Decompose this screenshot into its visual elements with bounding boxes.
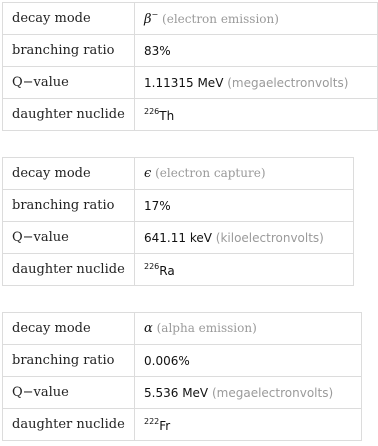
q-value-unit-description: (kiloelectronvolts) xyxy=(215,230,324,245)
table-row xyxy=(3,99,378,131)
daughter-nuclide-value xyxy=(135,409,362,441)
q-value-number: 1.11315 xyxy=(144,75,194,90)
branching-ratio-value: 17% xyxy=(135,190,354,222)
decay-table-alpha xyxy=(2,312,362,441)
decay-mode-label: decay mode xyxy=(3,313,135,345)
q-value-unit: MeV xyxy=(197,75,224,90)
daughter-mass-number: 226 xyxy=(144,106,160,116)
daughter-mass-number: 222 xyxy=(144,416,160,426)
q-value-label: Q−value xyxy=(3,67,135,99)
q-value-number: 641.11 xyxy=(144,230,186,245)
decay-mode-value xyxy=(135,3,378,35)
q-value-number: 5.536 xyxy=(144,385,179,400)
decay-mode-label: decay mode xyxy=(3,158,135,190)
q-value-unit: keV xyxy=(189,230,212,245)
decay-mode-symbol-sup: − xyxy=(151,10,159,19)
decay-mode-symbol: ϵ xyxy=(144,166,152,181)
q-value-unit-description: (megaelectronvolts) xyxy=(227,75,349,90)
decay-table-beta-minus xyxy=(2,2,378,131)
table-row xyxy=(3,377,362,409)
daughter-element-symbol: Th xyxy=(159,108,175,123)
q-value-cell xyxy=(135,377,362,409)
q-value-cell xyxy=(135,222,354,254)
daughter-nuclide-value xyxy=(135,99,378,131)
table-row xyxy=(3,345,362,377)
q-value-label: Q−value xyxy=(3,222,135,254)
table-row xyxy=(3,313,362,345)
daughter-nuclide-label: daughter nuclide xyxy=(3,99,135,131)
daughter-element-symbol: Fr xyxy=(159,418,171,433)
daughter-mass-number: 226 xyxy=(144,261,160,271)
decay-mode-label: decay mode xyxy=(3,3,135,35)
decay-table-electron-capture xyxy=(2,157,354,286)
decay-mode-description: (electron capture) xyxy=(155,166,266,180)
branching-ratio-label: branching ratio xyxy=(3,35,135,67)
branching-ratio-value: 0.006% xyxy=(135,345,362,377)
q-value-unit-description: (megaelectronvolts) xyxy=(211,385,334,400)
daughter-element-symbol: Ra xyxy=(159,263,175,278)
branching-ratio-label: branching ratio xyxy=(3,190,135,222)
q-value-cell xyxy=(135,67,378,99)
decay-mode-value xyxy=(135,313,362,345)
q-value-label: Q−value xyxy=(3,377,135,409)
table-row xyxy=(3,67,378,99)
decay-mode-description: (electron emission) xyxy=(162,12,279,26)
table-row xyxy=(3,35,378,67)
table-row xyxy=(3,190,354,222)
decay-mode-symbol: α xyxy=(144,321,153,336)
branching-ratio-value: 83% xyxy=(135,35,378,67)
daughter-nuclide-label: daughter nuclide xyxy=(3,254,135,286)
branching-ratio-label: branching ratio xyxy=(3,345,135,377)
table-row xyxy=(3,409,362,441)
table-row xyxy=(3,3,378,35)
table-row xyxy=(3,158,354,190)
decay-mode-description: (alpha emission) xyxy=(156,321,257,335)
table-row xyxy=(3,254,354,286)
daughter-nuclide-value xyxy=(135,254,354,286)
decay-mode-symbol: β xyxy=(144,12,152,27)
table-row xyxy=(3,222,354,254)
q-value-unit: MeV xyxy=(182,385,209,400)
daughter-nuclide-label: daughter nuclide xyxy=(3,409,135,441)
decay-mode-value xyxy=(135,158,354,190)
